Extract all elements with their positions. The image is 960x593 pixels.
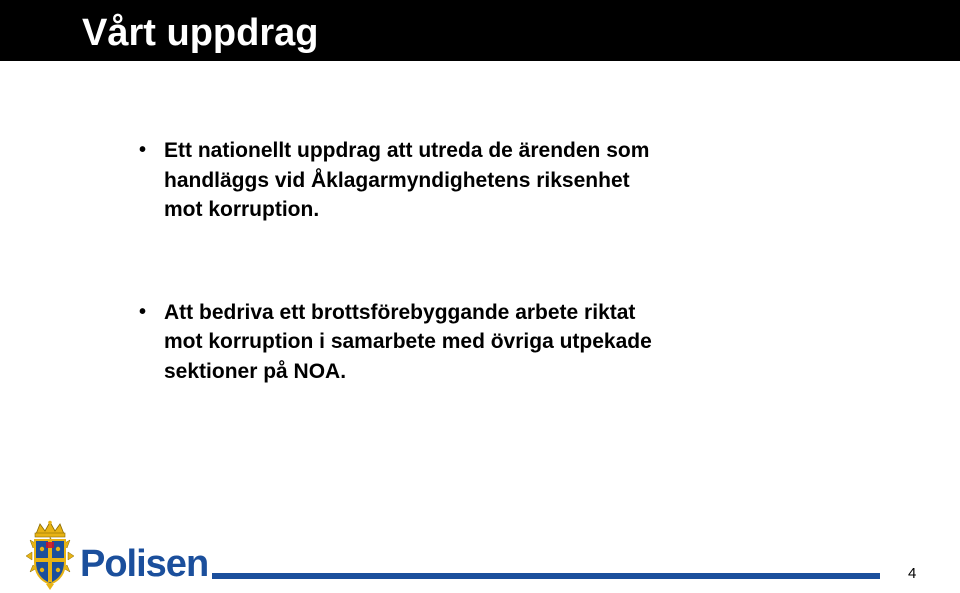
bullet-line: Ett nationellt uppdrag att utreda de ärenden som	[164, 139, 650, 162]
bullet-line: handläggs vid Åklagarmyndighetens riksenhet	[164, 168, 630, 192]
bullet-item	[134, 136, 814, 225]
bullet-marker: •	[139, 139, 147, 161]
police-crest-icon	[20, 520, 80, 590]
bullet-list	[134, 136, 814, 386]
bullet-marker: •	[139, 300, 147, 323]
bullet-line: mot korruption.	[164, 198, 320, 221]
bullet-line: mot korruption i samarbete med övriga utpekade	[164, 330, 652, 353]
brand-rule	[212, 573, 880, 579]
brand-wordmark: Polisen	[80, 543, 209, 585]
bullet-line: Att bedriva ett brottsförebyggande arbete riktat	[164, 300, 636, 324]
page-number: 4	[908, 565, 917, 582]
title-bar	[0, 0, 960, 61]
slide-title: Vårt uppdrag	[82, 12, 319, 54]
bullet-line: sektioner på NOA.	[164, 359, 347, 383]
bullet-item	[134, 298, 814, 387]
